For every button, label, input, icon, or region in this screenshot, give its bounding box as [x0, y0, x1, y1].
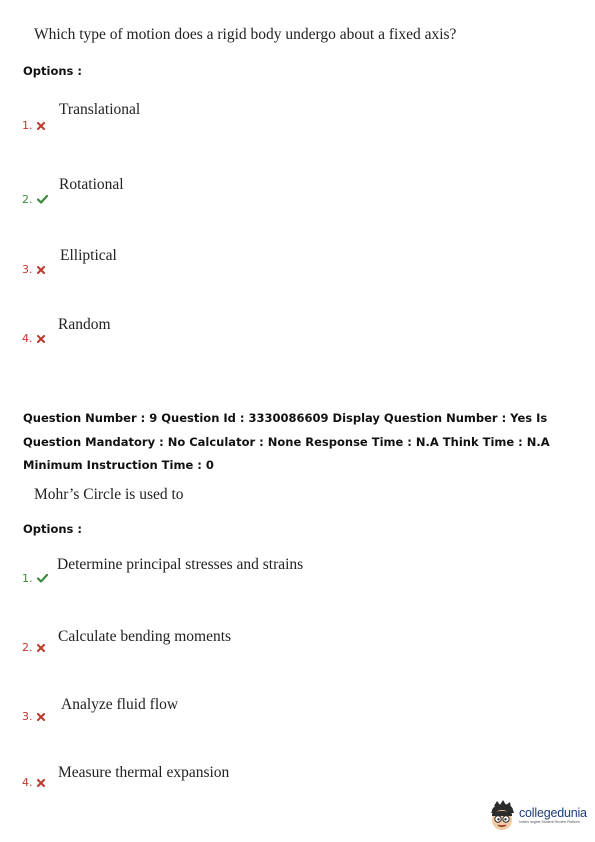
q2-option-1-number: [22, 572, 48, 585]
q1-option-3-text: Elliptical: [60, 247, 117, 264]
q1-option-4-number: [22, 332, 45, 345]
q2-option-4-index: 4.: [22, 776, 33, 789]
mascot-face-icon: [488, 800, 516, 832]
q1-option-1-number: [22, 119, 45, 132]
q2-option-4-number: [22, 776, 45, 789]
q2-option-1-index: 1.: [22, 572, 33, 585]
question-1-text: Which type of motion does a rigid body undergo about a fixed axis?: [34, 26, 457, 43]
q2-option-1-text: Determine principal stresses and strains: [57, 556, 304, 573]
question-2-options-label: Options :: [23, 522, 82, 536]
q1-option-3-number: [22, 263, 45, 276]
cross-icon: [37, 779, 45, 787]
cross-icon: [37, 335, 45, 343]
question-1-options-label: Options :: [23, 64, 82, 78]
logo-wordmark: [519, 807, 587, 820]
q2-option-3-index: 3.: [22, 710, 33, 723]
q2-option-2-number: [22, 641, 45, 654]
question-2-text: Mohr’s Circle is used to: [34, 486, 184, 503]
collegedunia-logo: [488, 798, 588, 834]
question-2-metadata: Question Number : 9 Question Id : 3330086609 Display Question Number : Yes Is Question Mandatory : No Calculator : None Response Time : N.A Think Time : N.A Minimum Instruction Time : 0: [23, 411, 550, 472]
check-icon: [37, 574, 48, 583]
q2-option-4-text: Measure thermal expansion: [58, 764, 230, 781]
cross-icon: [37, 122, 45, 130]
q2-option-2-index: 2.: [22, 641, 33, 654]
q1-option-4-index: 4.: [22, 332, 33, 345]
q1-option-2-text: Rotational: [59, 176, 124, 193]
cross-icon: [37, 644, 45, 652]
q2-option-3-text: Analyze fluid flow: [61, 696, 179, 713]
q1-option-1-text: Translational: [59, 101, 141, 118]
check-icon: [37, 195, 48, 204]
q2-option-3-number: [22, 710, 45, 723]
cross-icon: [37, 266, 45, 274]
q1-option-4-text: Random: [58, 316, 111, 333]
q1-option-2-number: [22, 193, 48, 206]
logo-text-block: [519, 807, 587, 825]
q2-option-2-text: Calculate bending moments: [58, 628, 232, 645]
logo-wordmark-main: collegedunia: [519, 806, 587, 820]
q1-option-2-index: 2.: [22, 193, 33, 206]
cross-icon: [37, 713, 45, 721]
q1-option-3-index: 3.: [22, 263, 33, 276]
logo-tagline: India's largest Student Review Platform: [519, 820, 580, 824]
q1-option-1-index: 1.: [22, 119, 33, 132]
